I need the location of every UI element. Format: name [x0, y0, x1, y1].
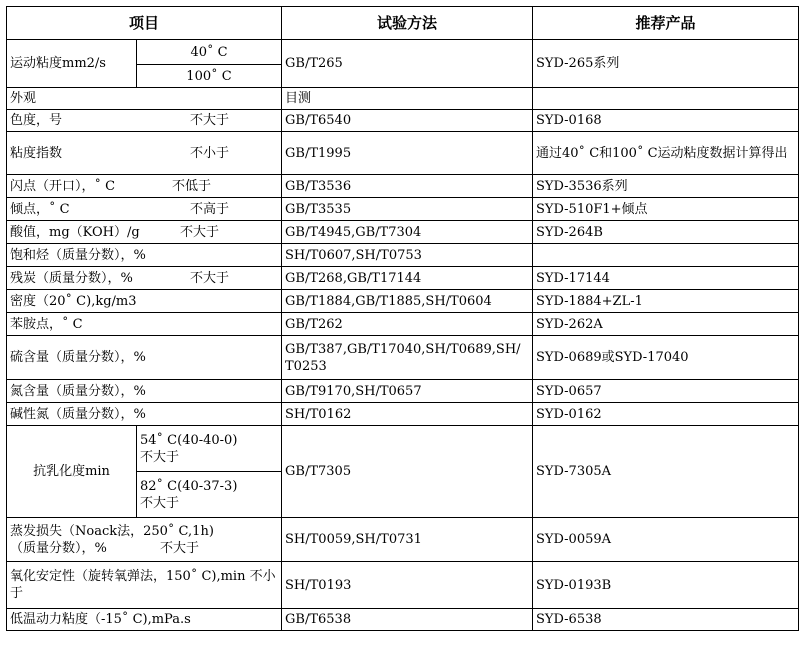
nitrogen-product: SYD-0657 [533, 380, 799, 403]
low-temp-product: SYD-6538 [533, 609, 799, 631]
carbon-cond: 不大于 [190, 270, 230, 286]
table-row [7, 336, 799, 380]
carbon-label: 残炭（质量分数），% [10, 270, 133, 286]
table-row [7, 426, 799, 472]
carbon-method: GB/T268,GB/T17144 [282, 267, 533, 290]
table-row [7, 175, 799, 198]
table-row [7, 562, 799, 609]
table-row [7, 380, 799, 403]
evaporation-cell [7, 518, 282, 562]
evaporation-label-line2: （质量分数），% [10, 540, 107, 556]
table-row [7, 221, 799, 244]
table-row [7, 40, 799, 65]
flash-method: GB/T3536 [282, 175, 533, 198]
low-temp-label: 低温动力粘度（-15˚ C),mPa.s [7, 609, 282, 631]
table-row [7, 609, 799, 631]
sulfur-method: GB/T387,GB/T17040,SH/T0689,SH/T0253 [282, 336, 533, 380]
table-row [7, 290, 799, 313]
pour-product: SYD-510F1+倾点 [533, 198, 799, 221]
oxidation-method: SH/T0193 [282, 562, 533, 609]
appearance-label: 外观 [7, 88, 282, 110]
vi-cond: 不小于 [190, 145, 230, 161]
color-label: 色度，号 [10, 113, 63, 128]
color-product: SYD-0168 [533, 110, 799, 132]
oxidation-product: SYD-0193B [533, 562, 799, 609]
saturates-product [533, 244, 799, 267]
kinematic-product: SYD-265系列 [533, 40, 799, 88]
evaporation-cond: 不大于 [160, 540, 200, 556]
basic-nitrogen-method: SH/T0162 [282, 403, 533, 426]
kinematic-40c: 40˚ C [137, 40, 282, 65]
table-row [7, 110, 799, 132]
header-product: 推荐产品 [533, 7, 799, 40]
vi-product: 通过40˚ C和100˚ C运动粘度数据计算得出 [533, 132, 799, 175]
evaporation-method: SH/T0059,SH/T0731 [282, 518, 533, 562]
acid-label: 酸值，mg（KOH）/g [10, 224, 140, 240]
color-cell [7, 110, 282, 132]
spec-table-page [6, 6, 798, 631]
acid-method: GB/T4945,GB/T7304 [282, 221, 533, 244]
header-item: 项目 [7, 7, 282, 40]
kinematic-method: GB/T265 [282, 40, 533, 88]
density-method: GB/T1884,GB/T1885,SH/T0604 [282, 290, 533, 313]
appearance-method: 目测 [282, 88, 533, 110]
color-method: GB/T6540 [282, 110, 533, 132]
flash-label: 闪点（开口），˚ C [10, 178, 116, 194]
demulsibility-method: GB/T7305 [282, 426, 533, 518]
density-product: SYD-1884+ZL-1 [533, 290, 799, 313]
kinematic-100c: 100˚ C [137, 65, 282, 88]
oxidation-label: 氧化安定性（旋转氧弹法，150˚ C),min 不小于 [7, 562, 282, 609]
demulsibility-label: 抗乳化度min [7, 426, 137, 518]
pour-label: 倾点，˚ C [10, 201, 70, 217]
nitrogen-method: GB/T9170,SH/T0657 [282, 380, 533, 403]
table-row [7, 244, 799, 267]
aniline-label: 苯胺点，˚ C [7, 313, 282, 336]
pour-cond: 不高于 [190, 201, 230, 217]
vi-label: 粘度指数 [10, 145, 63, 161]
header-method: 试验方法 [282, 7, 533, 40]
low-temp-method: GB/T6538 [282, 609, 533, 631]
appearance-product [533, 88, 799, 110]
table-row [7, 132, 799, 175]
aniline-method: GB/T262 [282, 313, 533, 336]
pour-method: GB/T3535 [282, 198, 533, 221]
sulfur-label: 硫含量（质量分数），% [7, 336, 282, 380]
header-row [7, 7, 799, 40]
table-row [7, 88, 799, 110]
table-row [7, 313, 799, 336]
kinematic-viscosity-label: 运动粘度mm2/s [7, 40, 137, 88]
saturates-method: SH/T0607,SH/T0753 [282, 244, 533, 267]
table-row [7, 518, 799, 562]
aniline-product: SYD-262A [533, 313, 799, 336]
evaporation-label-line1: 蒸发损失（Noack法，250˚ C,1h) [10, 523, 214, 539]
flash-cell [7, 175, 282, 198]
evaporation-product: SYD-0059A [533, 518, 799, 562]
acid-cond: 不大于 [180, 224, 220, 240]
sulfur-product: SYD-0689或SYD-17040 [533, 336, 799, 380]
color-cond: 不大于 [190, 113, 230, 128]
carbon-cell [7, 267, 282, 290]
table-row [7, 198, 799, 221]
saturates-label: 饱和烃（质量分数），% [7, 244, 282, 267]
demulsibility-54c: 54˚ C(40-40-0) 不大于 [137, 426, 282, 472]
demulsibility-82c: 82˚ C(40-37-3) 不大于 [137, 472, 282, 518]
flash-cond: 不低于 [172, 178, 212, 194]
basic-nitrogen-product: SYD-0162 [533, 403, 799, 426]
density-label: 密度（20˚ C),kg/m3 [7, 290, 282, 313]
table-row [7, 403, 799, 426]
demulsibility-product: SYD-7305A [533, 426, 799, 518]
vi-cell [7, 132, 282, 175]
pour-cell [7, 198, 282, 221]
table-row [7, 267, 799, 290]
basic-nitrogen-label: 碱性氮（质量分数），% [7, 403, 282, 426]
acid-cell [7, 221, 282, 244]
acid-product: SYD-264B [533, 221, 799, 244]
spec-table [6, 6, 799, 631]
vi-method: GB/T1995 [282, 132, 533, 175]
carbon-product: SYD-17144 [533, 267, 799, 290]
flash-product: SYD-3536系列 [533, 175, 799, 198]
nitrogen-label: 氮含量（质量分数），% [7, 380, 282, 403]
